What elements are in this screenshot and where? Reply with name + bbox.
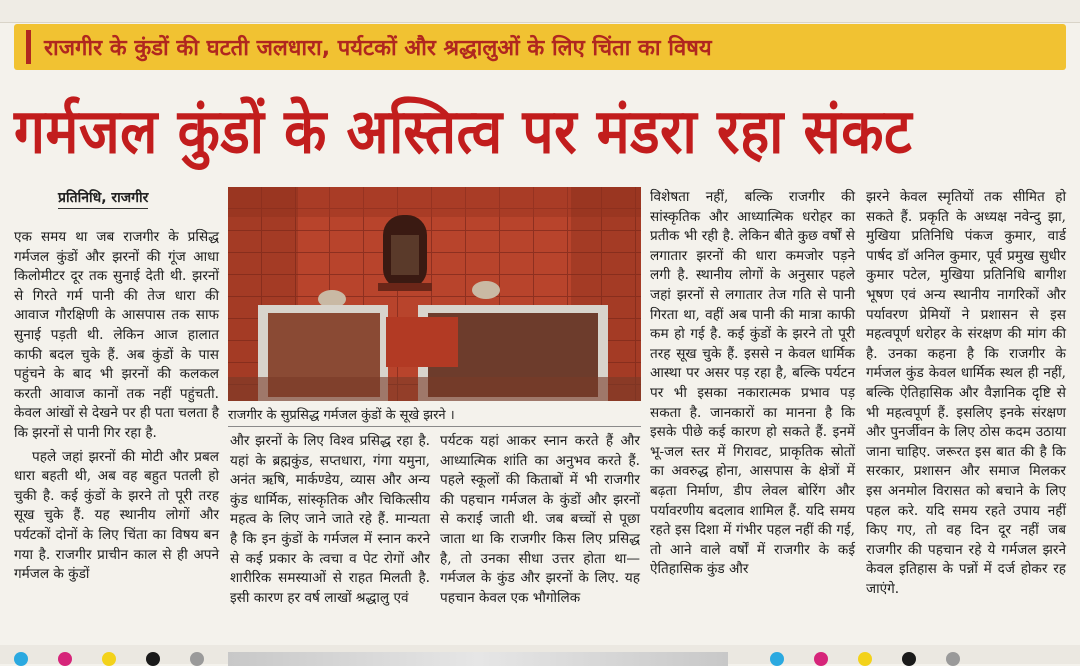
page-top-strip [0, 0, 1080, 23]
article-column-1 [14, 228, 219, 585]
article-column-5 [866, 188, 1066, 599]
byline: प्रतिनिधि, राजगीर [58, 188, 148, 209]
article-column-3 [440, 432, 640, 608]
dry-spring-photo-illustration [228, 187, 641, 401]
column-5-paragraph-1: झरने केवल स्मृतियों तक सीमित हो सकते हैं. प्रकृति के अध्यक्ष नवेन्दु झा, मुखिया प्रतिनिधि पंकज कुमार, वार्ड पार्षद डॉ अनिल कुमार, पूर्व प्रमुख सुधीर कुमार पटेल, मुखिया प्रतिनिधि बागीश भूषण एवं अन्य स्थानीय नागरिकों और पर्यावरण प्रेमियों ने प्रशासन से इस महत्वपूर्ण धरोहर के संरक्षण की मांग की है. उनका कहना है कि राजगीर के गर्मजल कुंड केवल धार्मिक स्थल ही नहीं, बल्कि ऐतिहासिक और वैज्ञानिक दृष्टि से भी महत्वपूर्ण हैं. इसलिए इनके संरक्षण और पुनर्जीवन के लिए ठोस कदम उठाया जाना चाहिए. जरूरत इस बात की है कि सरकार, प्रशासन और समाज मिलकर इस अनमोल विरासत को बचाने के लिए पहल करे. यदि समय रहते उपाय नहीं किए गए, तो वह दिन दूर नहीं जब राजगीर की पहचान रहे ये गर्मजल झरने केवल इतिहास के पन्नों में दर्ज होकर रह जाएंगे. [866, 189, 1066, 597]
article-column-4 [650, 188, 855, 580]
column-1-paragraph-1: एक समय था जब राजगीर के प्रसिद्ध गर्मजल कुंडों और झरनों की गूंज आधा किलोमीटर दूर तक सुनाई देती थी. झरनों से गिरते गर्म पानी की तेज धारा की आवाज गौरक्षिणी के आसपास तक साफ सुनाई पड़ती थी. लेकिन आज हालात काफी बदल चुके हैं. अब कुंडों के पास पहुंचने के बाद भी झरनों की कलकल करती आवाज कानों तक नहीं पहुंचती. केवल आंखों से देखने पर ही पता चलता है कि झरनों से पानी गिर रहा है. [14, 229, 219, 441]
column-4-paragraph-1: विशेषता नहीं, बल्कि राजगीर की सांस्कृतिक और आध्यात्मिक धरोहर का प्रतीक भी रही है. लेकिन बीते कुछ वर्षों से लगातार झरनों की धारा कमजोर पड़ने लगी है. स्थानीय लोगों के अनुसार पहले जहां झरनों से लगातार तेज गति से पानी गिरता था, वहीं अब पानी की मात्रा काफी कम हो गई है. कई कुंडों के झरने तो पूरी तरह सूख चुके हैं. इससे न केवल धार्मिक आस्था पर असर पड़ रहा है, बल्कि पर्यटन पर भी इसका नकारात्मक प्रभाव पड़ सकता है. जानकारों का मानना है कि इसके पीछे कई कारण हो सकते हैं. इनमें भू-जल स्तर में गिरावट, प्राकृतिक स्रोतों का अवरुद्ध होना, आसपास के क्षेत्रों में बढ़ता निर्माण, डीप लेवल बोरिंग और पर्यावरणीय बदलाव शामिल हैं. यदि समय रहते इस दिशा में गंभीर पहल नहीं की गई, तो आने वाले वर्षों में राजगीर के कई ऐतिहासिक कुंड और [650, 189, 855, 578]
article-column-2 [230, 432, 430, 608]
photo-caption: राजगीर के सुप्रसिद्ध गर्मजल कुंडों के सूखे झरने । [228, 405, 641, 427]
column-1-paragraph-2: पहले जहां झरनों की मोटी और प्रबल धारा बहती थी, अब वह बहुत पतली हो चुकी है. कई कुंडों के झरने तो पूरी तरह सूख चुके हैं. यह स्थानीय लोगों और पर्यटकों दोनों के लिए चिंता का विषय बन गया है. राजगीर प्राचीन काल से ही अपने गर्मजल के कुंडों [14, 448, 219, 583]
kicker-rule [26, 30, 31, 64]
column-2-paragraph-1: और झरनों के लिए विश्व प्रसिद्ध रहा है. यहां के ब्रह्मकुंड, सप्तधारा, गंगा यमुना, अनंत ऋषि, मार्कण्डेय, व्यास और अन्य कुंड धार्मिक, सांस्कृतिक और चिकित्सीय महत्व के लिए जाने जाते रहे हैं. मान्यता है कि इन कुंडों के गर्मजल में स्नान करने से कई प्रकार के त्वचा व पेट रोगों और शारीरिक समस्याओं से राहत मिलती है. इसी कारण हर वर्ष लाखों श्रद्धालु एवं [230, 433, 430, 606]
article-photo [228, 187, 641, 401]
main-headline: गर्मजल कुंडों के अस्तित्व पर मंडरा रहा संकट [14, 95, 913, 167]
column-3-paragraph-1: पर्यटक यहां आकर स्नान करते हैं और आध्यात्मिक शांति का अनुभव करते हैं. पहले स्कूलों की किताबों में भी राजगीर की पहचान गर्मजल के कुंडों और झरनों से कराई जाती थी. जब बच्चों से पूछा जाता था कि राजगीर किस लिए प्रसिद्ध है, तो उनका सीधा उत्तर होता था—गर्मजल के कुंड और झरनों के लिए. यह पहचान केवल एक भौगोलिक [440, 433, 640, 606]
kicker-headline: राजगीर के कुंडों की घटती जलधारा, पर्यटकों और श्रद्धालुओं के लिए चिंता का विषय [44, 36, 712, 61]
kicker-band [14, 24, 1066, 70]
